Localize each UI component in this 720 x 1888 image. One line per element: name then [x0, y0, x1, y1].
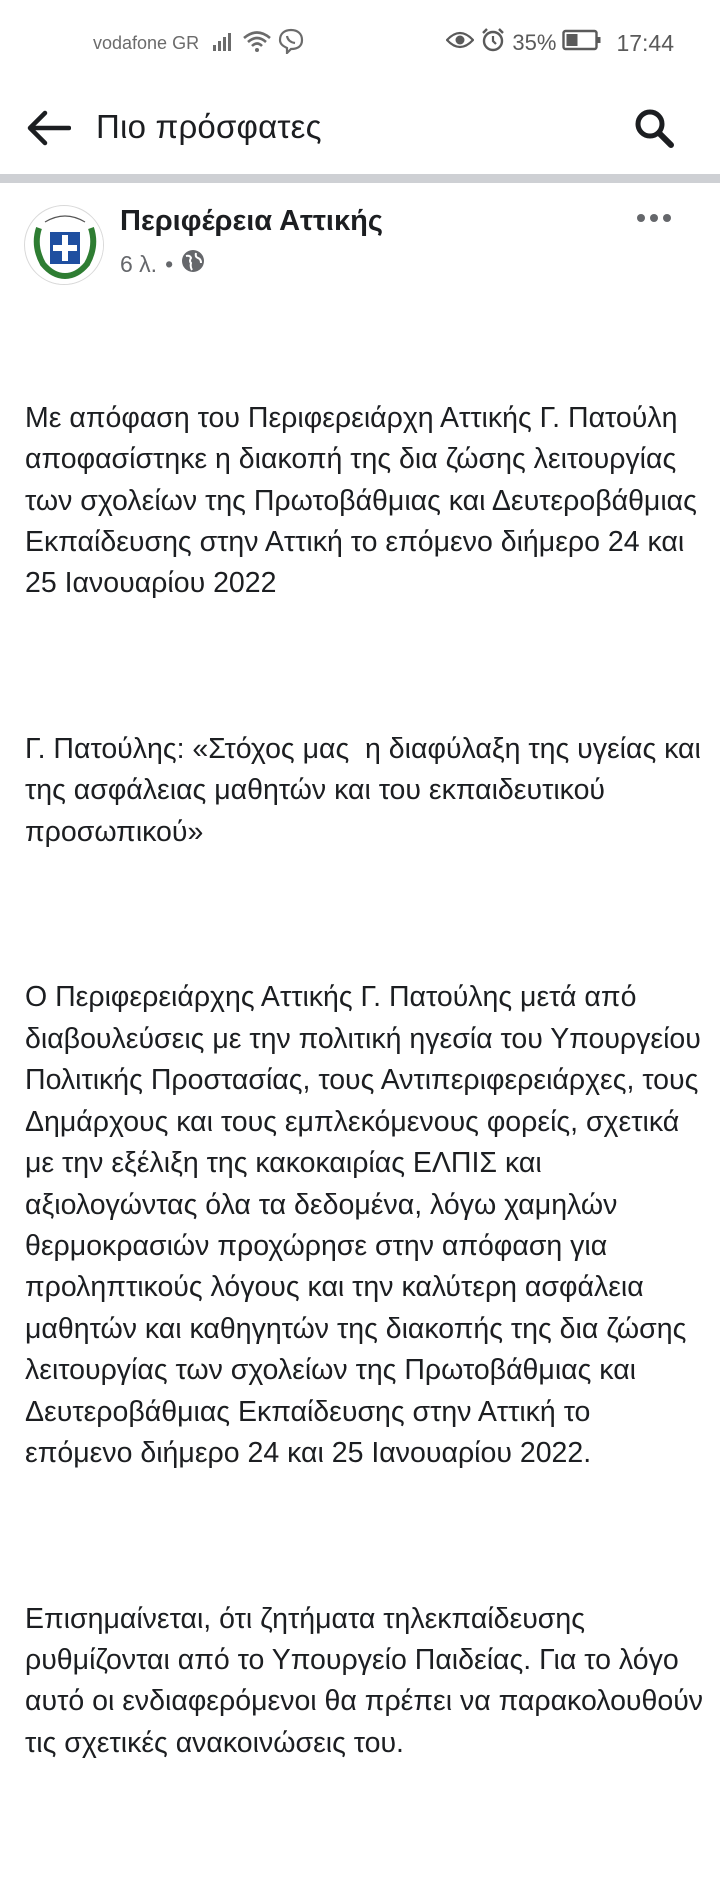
post-time[interactable]: 6 λ.: [120, 250, 158, 277]
eye-icon: [446, 30, 474, 56]
post-meta: [120, 249, 205, 279]
back-button[interactable]: [22, 104, 74, 156]
post-text: [25, 315, 713, 1888]
carrier-label: vodafone GR: [93, 33, 200, 53]
search-icon: [633, 107, 675, 154]
alarm-icon: [480, 27, 506, 59]
page-title: Πιο πρόσφατες: [96, 108, 322, 145]
section-divider: [0, 174, 720, 183]
clock-time: 17:44: [616, 29, 674, 56]
post-paragraph: Ο Περιφερειάρχης Αττικής Γ. Πατούλης μετά από διαβουλεύσεις με την πολιτική ηγεσία του Υπουργείου Πολιτικής Προστασίας, τους Αντιπεριφερειάρχες, τους Δημάρχους και τους εμπλεκόμενους φορείς, σχετικά με την εξέλιξη της κακοκαιρίας ΕΛΠΙΣ και αξιολογώντας όλα τα δεδομένα, λόγω χαμηλών θερμοκρασιών προχώρησε στην απόφαση για προληπτικούς λόγους και την καλύτερη ασφάλεια μαθητών και καθηγητών της διακοπής της δια ζώσης λειτουργίας των σχολείων της Πρωτοβάθμιας και Δευτεροβάθμιας Εκπαίδευσης στην Αττική το επόμενο διήμερο 24 και 25 Ιανουαρίου 2022.: [25, 981, 713, 1469]
status-bar: [0, 0, 720, 88]
region-logo-icon: [25, 206, 104, 285]
avatar[interactable]: [24, 205, 104, 285]
status-right-icons: [446, 27, 674, 59]
post-paragraph: Επισημαίνεται, ότι ζητήματα τηλεκπαίδευσης ρυθμίζονται από το Υπουργείο Παιδείας. Για το λόγο αυτό οι ενδιαφερόμενοι θα πρέπει να παρακολουθούν τις σχετικές ανακοινώσεις του.: [25, 1602, 711, 1759]
wifi-icon: [242, 29, 272, 58]
signal-icon: [212, 30, 236, 57]
app-header: [0, 88, 720, 174]
post-more-button[interactable]: [634, 207, 674, 231]
battery-percent: 35%: [512, 30, 557, 55]
globe-icon: [181, 249, 205, 279]
status-left-icons: [212, 28, 304, 59]
battery-icon: [562, 29, 602, 57]
meta-separator: •: [165, 250, 174, 277]
viber-icon: [278, 28, 304, 59]
search-button[interactable]: [628, 104, 680, 156]
more-options-icon: [636, 210, 672, 228]
back-arrow-icon: [25, 110, 71, 151]
post-paragraph: Γ. Πατούλης: «Στόχος μας η διαφύλαξη της υγείας και της ασφάλειας μαθητών και του εκπαιδευτικού προσωπικού»: [25, 733, 709, 848]
post-paragraph: Με απόφαση του Περιφερειάρχη Αττικής Γ. Πατούλη αποφασίστηκε η διακοπή της δια ζώσης λειτουργίας των σχολείων της Πρωτοβάθμιας και Δευτεροβάθμιας Εκπαίδευσης στην Αττική το επόμενο διήμερο 24 και 25 Ιανουαρίου 2022: [25, 401, 705, 600]
post-author-name[interactable]: Περιφέρεια Αττικής: [120, 205, 383, 237]
